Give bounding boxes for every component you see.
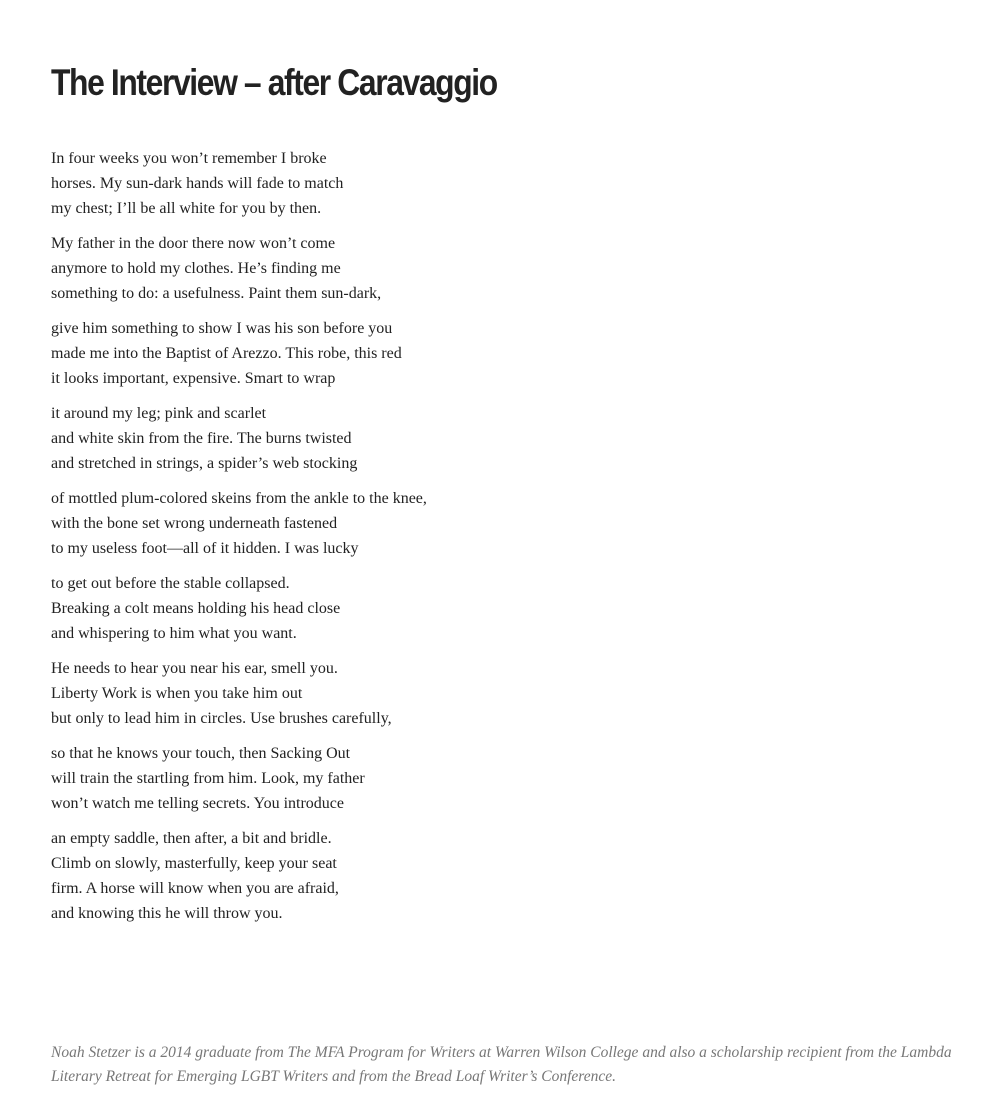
poem-line: Liberty Work is when you take him out [51,685,303,702]
stanza [51,656,951,731]
poem-line: made me into the Baptist of Arezzo. This robe, this red [51,345,402,362]
poem-line: firm. A horse will know when you are afraid, [51,880,339,897]
stanza [51,741,951,816]
poem-line: My father in the door there now won’t come [51,235,336,252]
poem-line: won’t watch me telling secrets. You introduce [51,795,344,812]
poem-line: Breaking a colt means holding his head close [51,600,341,617]
stanza [51,486,951,561]
poem-line: and stretched in strings, a spider’s web stocking [51,455,358,472]
stanza [51,231,951,306]
stanza [51,826,951,926]
poem-line: to get out before the stable collapsed. [51,575,290,592]
stanza [51,146,951,221]
stanza [51,401,951,476]
poem-line: and whispering to him what you want. [51,625,297,642]
poem-line: Climb on slowly, masterfully, keep your seat [51,855,337,872]
poem-line: of mottled plum-colored skeins from the ankle to the knee, [51,490,427,507]
poem-line: my chest; I’ll be all white for you by then. [51,200,322,217]
poem-line: something to do: a usefulness. Paint them sun-dark, [51,285,382,302]
stanza [51,316,951,391]
poem-line: will train the startling from him. Look, my father [51,770,365,787]
poem-line: an empty saddle, then after, a bit and bridle. [51,830,332,847]
poem-title: The Interview – after Caravaggio [51,62,497,103]
poem-line: In four weeks you won’t remember I broke [51,150,327,167]
poem-line: with the bone set wrong underneath fastened [51,515,338,532]
poem-line: it around my leg; pink and scarlet [51,405,267,422]
poem-line: anymore to hold my clothes. He’s finding me [51,260,341,277]
poem-line: to my useless foot—all of it hidden. I was lucky [51,540,359,557]
poem-line: give him something to show I was his son before you [51,320,393,337]
poem-line: but only to lead him in circles. Use brushes carefully, [51,710,392,727]
stanza [51,571,951,646]
poem-body [51,146,951,936]
author-bio: Noah Stetzer is a 2014 graduate from The MFA Program for Writers at Warren Wilson College and also a scholarship recipient from the Lambda Literary Retreat for Emerging LGBT Writers and from the Bread Loaf Writer’s Conference. [51,1044,952,1085]
poem-line: He needs to hear you near his ear, smell you. [51,660,338,677]
poem-line: it looks important, expensive. Smart to wrap [51,370,336,387]
poem-line: so that he knows your touch, then Sacking Out [51,745,351,762]
poem-line: and white skin from the fire. The burns twisted [51,430,352,447]
poem-line: horses. My sun-dark hands will fade to match [51,175,344,192]
poem-line: and knowing this he will throw you. [51,905,283,922]
